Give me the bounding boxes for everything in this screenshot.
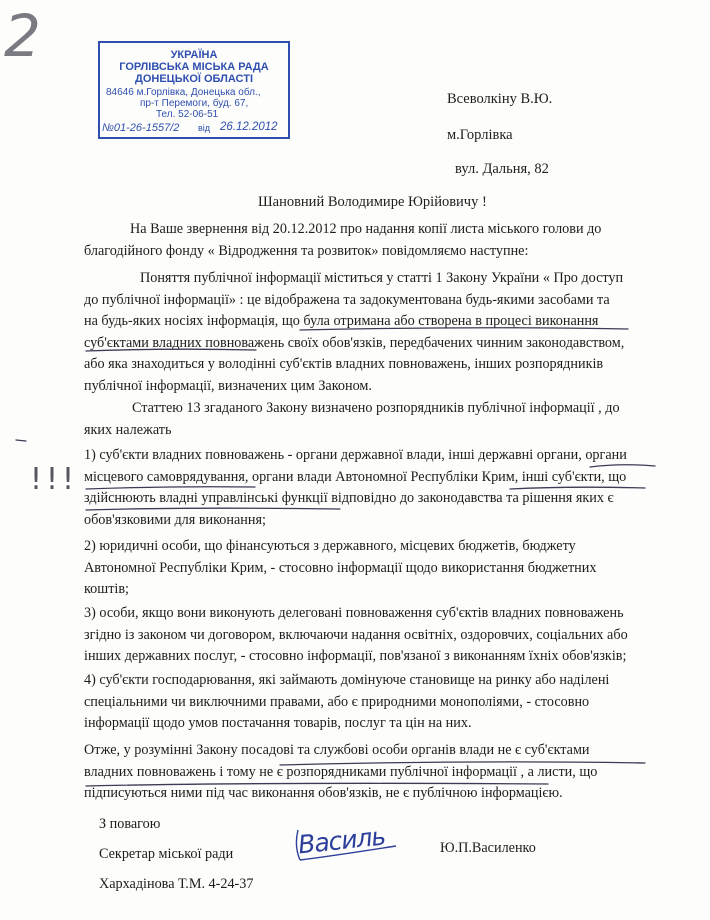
stamp-region: ДОНЕЦЬКОЇ ОБЛАСТІ (135, 73, 253, 85)
definition-line-2: до публічної інформації» : це відображена та задокументована будь-якими засобами та (84, 291, 610, 308)
definition-line-1: Поняття публічної інформації міститься у статті 1 Закону України « Про доступ (140, 270, 624, 286)
stamp-address-1: 84646 м.Горлівка, Донецька обл., (106, 87, 261, 98)
conclusion-line-2: владних повноважень і тому не є розпорядниками публічної інформації , а листи, що (84, 763, 598, 780)
stamp-date-prefix: від (198, 123, 211, 133)
recipient-street: вул. Дальня, 82 (455, 161, 549, 177)
item-1-line-1: 1) суб'єкти владних повноважень - органи державної влади, інші державні органи, органи (84, 447, 627, 463)
handwritten-page-number: 2 (4, 2, 41, 70)
intro-line-1: На Ваше звернення від 20.12.2012 про надання копії листа міського голови до (130, 221, 602, 237)
signer-title: Секретар міської ради (99, 846, 234, 862)
item-3-line-1: 3) особи, якщо вони виконують делеговані повноваження суб'єктів владних повноважень (84, 605, 624, 621)
stamp-phone: Тел. 52-06-51 (156, 109, 219, 120)
signature: Василь (296, 821, 387, 860)
item-2-line-3: коштів; (84, 581, 129, 597)
underline-functions (86, 508, 340, 510)
stamp-council: ГОРЛІВСЬКА МІСЬКА РАДА (119, 61, 269, 73)
underline-conclusion-1 (280, 762, 645, 765)
definition-line-3: на будь-яких носіях інформація, що була отримана або створена в процесі виконання (84, 313, 599, 329)
margin-tick (16, 440, 26, 441)
underline-self-government (86, 487, 255, 489)
recipient-name: Всеволкіну В.Ю. (447, 91, 553, 107)
underline-organs (590, 465, 655, 467)
item-1-line-4: обов'язковими для виконання; (84, 511, 266, 528)
article-13-line-2: яких належать (84, 421, 172, 438)
conclusion-line-1: Отже, у розумінні Закону посадові та службові особи органів влади не є суб'єктами (84, 742, 590, 758)
underline-conclusion-2 (86, 783, 548, 786)
recipient-city: м.Горлівка (447, 127, 513, 143)
underline-other-subjects (510, 487, 645, 489)
item-2-line-2: Автономної Республіки Крим, - стосовно інформації щодо використання бюджетних (84, 559, 597, 576)
definition-line-5: або яка знаходиться у володінні суб'єктів владних повноважень, інших розпорядників (84, 356, 604, 372)
article-13-line-1: Статтею 13 згаданого Закону визначено розпорядників публічної інформації , до (132, 400, 620, 416)
conclusion-line-3: підписуються ними під час виконання обов'язків, не є публічною інформацією. (84, 785, 563, 801)
item-4-line-2: спеціальними чи виключними правами, або є природними монополіями, - стосовно (84, 693, 590, 710)
stamp-date: 26.12.2012 (220, 121, 278, 133)
executor-contact: Хархадінова Т.М. 4-24-37 (99, 876, 254, 892)
definition-line-6: публічної інформації, визначених цим Законом. (84, 377, 372, 394)
item-1-line-3: здійснюють владні управлінські функції відповідно до законодавства та рішення яких є (84, 490, 614, 506)
stamp-registration-number: №01-26-1557/2 (102, 122, 180, 134)
margin-exclamation-mark: !!! (30, 462, 79, 497)
item-4-line-3: інформації щодо умов постачання товарів, послуг та цін на них. (84, 715, 472, 731)
item-3-line-3: інших державних послуг, - стосовно інформації, пов'язаної з виконанням їхніх обов'язків; (84, 648, 627, 664)
item-2-line-1: 2) юридичні особи, що фінансуються з державного, місцевих бюджетів, бюджету (84, 538, 576, 554)
stamp-address-2: пр-т Перемоги, буд. 67, (140, 98, 249, 109)
definition-line-4: суб'єктами владних повноважень своїх обов'язків, передбачених чинним законодавством, (84, 334, 625, 351)
underline-definition-1 (300, 328, 628, 330)
salutation: Шановний Володимире Юрійовичу ! (258, 194, 487, 210)
underline-definition-2 (86, 349, 256, 351)
item-3-line-2: згідно із законом чи договором, включаючи надання освітніх, оздоровчих, соціальних або (84, 626, 628, 643)
signer-name: Ю.П.Василенко (440, 840, 536, 856)
item-1-line-2: місцевого самоврядування, органи влади Автономної Республіки Крим, інші суб'єкти, що (84, 468, 627, 485)
stamp-country: УКРАЇНА (170, 49, 218, 61)
item-4-line-1: 4) суб'єкти господарювання, які займають домінуюче становище на ринку або наділені (84, 672, 610, 688)
intro-line-2: благодійного фонду « Відродження та розвиток» повідомляємо наступне: (84, 242, 529, 259)
closing: З повагою (99, 816, 161, 832)
signature-stroke (292, 826, 402, 866)
